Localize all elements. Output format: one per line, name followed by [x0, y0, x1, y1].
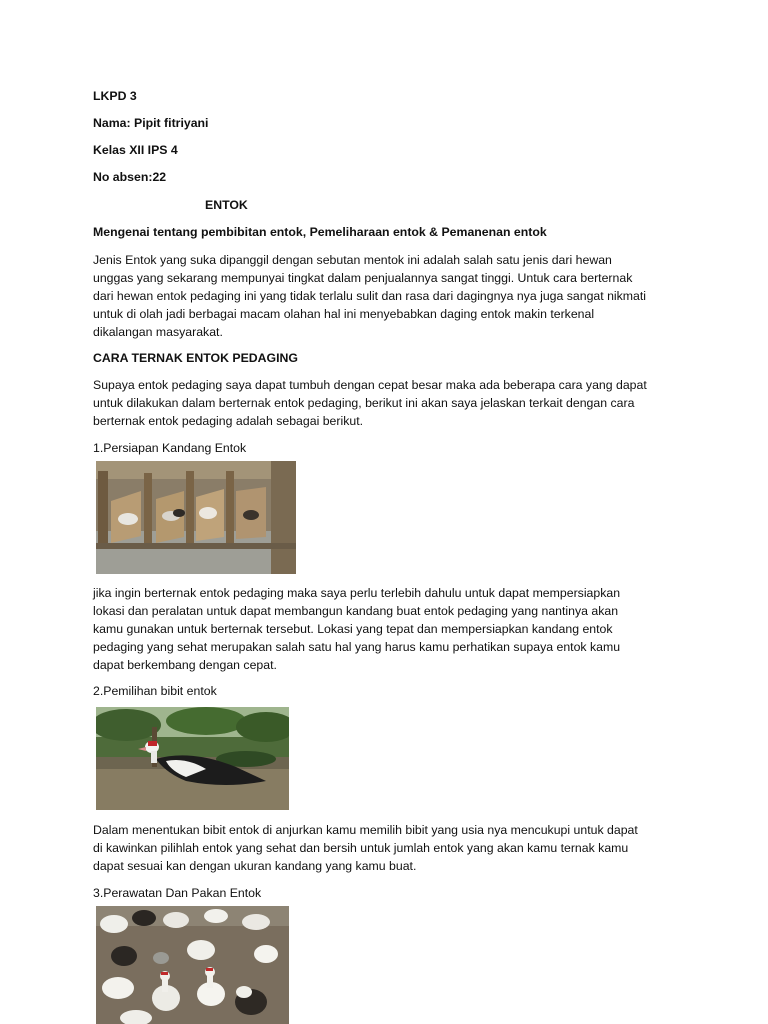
- student-name: Nama: Pipit fitriyani: [93, 116, 209, 130]
- duck-flock-photo: [96, 906, 289, 1024]
- step-2-line: di kawinkan pilihlah entok yang sehat dan bersih untuk jumlah entok yang akan kamu ternak kamu: [93, 841, 629, 855]
- step-1-heading: 1.Persiapan Kandang Entok: [93, 441, 247, 455]
- step-3-heading: 3.Perawatan Dan Pakan Entok: [93, 886, 262, 900]
- step-1-line: kamu gunakan untuk berternak tersebut. Lokasi yang tepat dan mempersiapkan kandang entok: [93, 622, 613, 636]
- step-2-line: Dalam menentukan bibit entok di anjurkan kamu memilih bibit yang usia nya mencukupi untuk dapat: [93, 823, 638, 837]
- section-intro-paragraph: [93, 376, 678, 430]
- intro-line: unggas yang sekarang mempunyai tingkat dalam penjualannya sangat tinggi. Untuk cara berternak: [93, 271, 633, 285]
- step-1-paragraph: [93, 584, 678, 674]
- intro-paragraph: [93, 251, 678, 341]
- section-intro-line: untuk dilakukan dalam berternak entok pedaging, berikut ini akan saya jelaskan terkait dengan cara: [93, 396, 635, 410]
- intro-line: dikalangan masyarakat.: [93, 325, 223, 339]
- intro-line: Jenis Entok yang suka dipanggil dengan sebutan mentok ini adalah salah satu jenis dari hewan: [93, 253, 612, 267]
- student-number: No absen:22: [93, 170, 167, 184]
- step-1-line: pedaging yang sehat merupakan salah satu hal yang harus kamu perhatikan supaya entok kamu: [93, 640, 621, 654]
- step-2-line: dapat sesuai kan dengan ukuran kandang yang kamu buat.: [93, 859, 417, 873]
- step-2-heading: 2.Pemilihan bibit entok: [93, 684, 217, 698]
- section-heading: CARA TERNAK ENTOK PEDAGING: [93, 351, 298, 365]
- document-subtitle: Mengenai tentang pembibitan entok, Pemeliharaan entok & Pemanenan entok: [93, 225, 547, 239]
- section-intro-line: Supaya entok pedaging saya dapat tumbuh dengan cepat besar maka ada beberapa cara yang dapat: [93, 378, 647, 392]
- muscovy-duck-photo: [96, 707, 289, 810]
- section-intro-line: berternak entok pedaging adalah sebagai berikut.: [93, 414, 364, 428]
- step-1-line: jika ingin berternak entok pedaging maka saya perlu terlebih dahulu untuk dapat mempersiapkan: [93, 586, 621, 600]
- step-1-line: lokasi dan peralatan untuk dapat membangun kandang buat entok pedaging yang nantinya akan: [93, 604, 619, 618]
- duck-pen-photo: [96, 461, 296, 574]
- student-class: Kelas XII IPS 4: [93, 143, 178, 157]
- step-1-line: dapat berkembang dengan cepat.: [93, 658, 277, 672]
- intro-line: dari hewan entok pedaging ini yang tidak terlalu sulit dan rasa dari dagingnya nya juga sangat nikmati: [93, 289, 647, 303]
- intro-line: untuk di olah jadi berbagai macam olahan hal ini menyebabkan daging entok makin terkenal: [93, 307, 595, 321]
- step-2-paragraph: [93, 821, 678, 875]
- document-title: ENTOK: [205, 198, 248, 212]
- lkpd-label: LKPD 3: [93, 89, 137, 103]
